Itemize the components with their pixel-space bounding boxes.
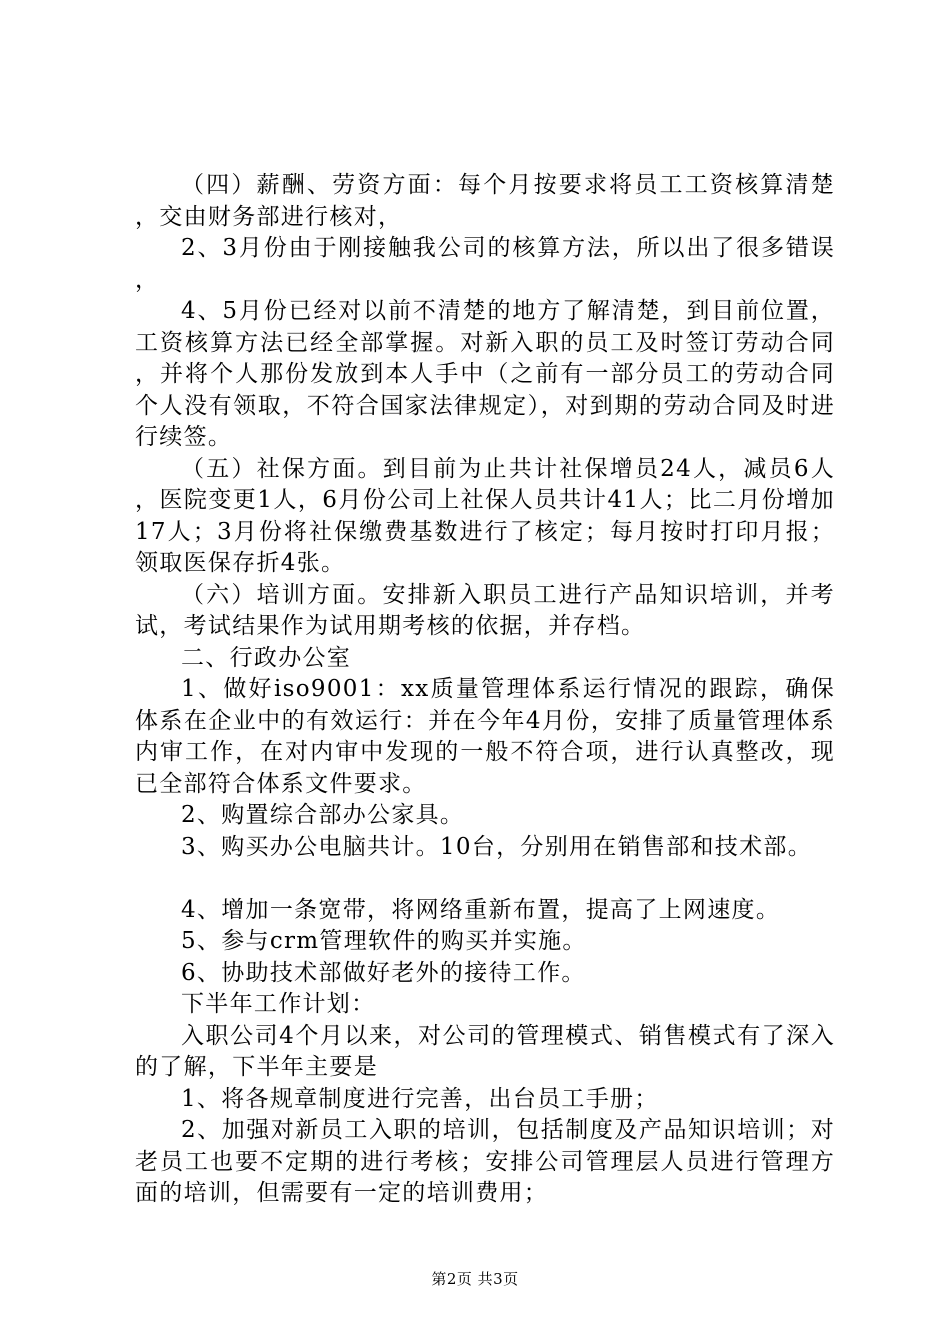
paragraph-reception: 6、协助技术部做好老外的接待工作。 [181, 959, 586, 986]
document-body [135, 170, 835, 1210]
paragraph-computers: 3、购买办公电脑共计。10台，分别用在销售部和技术部。 [181, 833, 812, 860]
section-heading-second-half-plan: 下半年工作计划： [181, 991, 376, 1017]
paragraph-social-security: （五）社保方面。到目前为止共计社保增员24人，减员6人，医院变更1人，6月份公司上社保人员共计41人；比二月份增加17人；3月份将社保缴费基数进行了核定；每月按时打印月报；领取医保存折4张。 [135, 455, 835, 576]
paragraph-plan-item-2: 2、加强对新员工入职的培训，包括制度及产品知识培训；对老员工也要不定期的进行考核；安排公司管理层人员进行管理方面的培训，但需要有一定的培训费用； [135, 1117, 835, 1206]
paragraph-iso9001: 1、做好iso9001：xx质量管理体系运行情况的跟踪，确保体系在企业中的有效运行：并在今年4月份，安排了质量管理体系内审工作，在对内审中发现的一般不符合项，进行认真整改，现已全部符合体系文件要求。 [135, 676, 835, 797]
page-footer-indicator: 第2页 共3页 [431, 1270, 519, 1288]
paragraph-broadband: 4、增加一条宽带，将网络重新布置，提高了上网速度。 [181, 896, 781, 923]
paragraph-march-errors: 2、3月份由于刚接触我公司的核算方法，所以出了很多错误， [135, 235, 835, 293]
paragraph-training: （六）培训方面。安排新入职员工进行产品知识培训，并考试，考试结果作为试用期考核的依据，并存档。 [135, 581, 835, 639]
paragraph-plan-item-1: 1、将各规章制度进行完善，出台员工手册； [181, 1085, 659, 1112]
paragraph-compensation: （四）薪酬、劳资方面：每个月按要求将员工工资核算清楚，交由财务部进行核对， [135, 172, 835, 230]
paragraph-april-may-contracts: 4、5月份已经对以前不清楚的地方了解清楚，到目前位置，工资核算方法已经全部掌握。对新入职的员工及时签订劳动合同，并将个人那份发放到本人手中（之前有一部分员工的劳动合同个人没有领取，不符合国家法律规定），对到期的劳动合同及时进行续签。 [135, 298, 835, 450]
paragraph-plan-intro: 入职公司4个月以来，对公司的管理模式、销售模式有了深入的了解，下半年主要是 [135, 1022, 835, 1080]
paragraph-crm: 5、参与crm管理软件的购买并实施。 [181, 928, 587, 954]
paragraph-furniture: 2、购置综合部办公家具。 [181, 802, 465, 828]
section-heading-admin-office: 二、行政办公室 [181, 644, 352, 671]
